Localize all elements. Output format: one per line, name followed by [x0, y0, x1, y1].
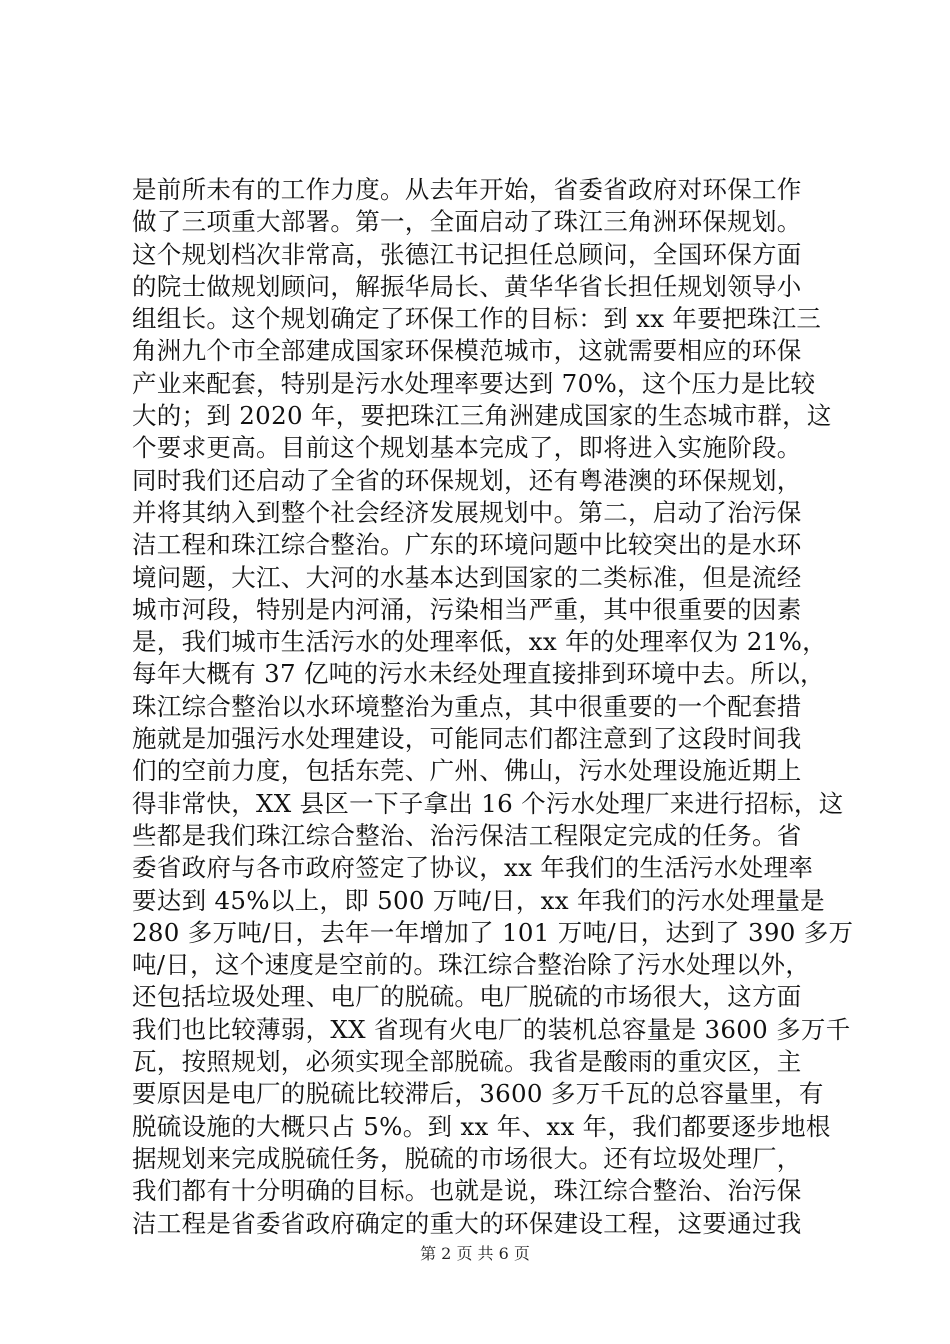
text-line: 角洲九个市全部建成国家环保模范城市，这就需要相应的环保 [132, 336, 802, 366]
text-line: 得非常快，XX 县区一下子拿出 16 个污水处理厂来进行招标，这 [132, 788, 844, 818]
text-line: 做了三项重大部署。第一，全面启动了珠江三角洲环保规划。 [132, 207, 802, 237]
text-line: 产业来配套，特别是污水处理率要达到 70%，这个压力是比较 [132, 368, 816, 398]
text-line: 据规划来完成脱硫任务，脱硫的市场很大。还有垃圾处理厂， [132, 1143, 802, 1173]
text-line: 要原因是电厂的脱硫比较滞后，3600 多万千瓦的总容量里，有 [132, 1079, 824, 1109]
text-line: 是，我们城市生活污水的处理率低，xx 年的处理率仅为 21%， [132, 627, 827, 657]
page-number-footer: 第 2 页 共 6 页 [420, 1244, 530, 1263]
text-line: 珠江综合整治以水环境整治为重点，其中很重要的一个配套措 [132, 691, 802, 721]
text-line: 大的；到 2020 年，要把珠江三角洲建成国家的生态城市群，这 [132, 401, 832, 431]
text-line: 每年大概有 37 亿吨的污水未经处理直接排到环境中去。所以， [132, 659, 825, 689]
text-line: 个要求更高。目前这个规划基本完成了，即将进入实施阶段。 [132, 433, 802, 463]
text-line: 施就是加强污水处理建设，可能同志们都注意到了这段时间我 [132, 724, 802, 754]
text-line: 要达到 45%以上，即 500 万吨/日，xx 年我们的污水处理量是 [132, 885, 825, 915]
text-line: 瓦，按照规划，必须实现全部脱硫。我省是酸雨的重灾区，主 [132, 1047, 802, 1077]
text-line: 还包括垃圾处理、电厂的脱硫。电厂脱硫的市场很大，这方面 [132, 982, 802, 1012]
text-line: 洁工程和珠江综合整治。广东的环境问题中比较突出的是水环 [132, 530, 802, 560]
text-line: 并将其纳入到整个社会经济发展规划中。第二，启动了治污保 [132, 497, 802, 527]
text-line: 洁工程是省委省政府确定的重大的环保建设工程，这要通过我 [132, 1208, 802, 1238]
text-line: 城市河段，特别是内河涌，污染相当严重，其中很重要的因素 [132, 594, 802, 624]
text-line: 的院士做规划顾问，解振华局长、黄华华省长担任规划领导小 [132, 271, 802, 301]
text-line: 这个规划档次非常高，张德江书记担任总顾问，全国环保方面 [132, 239, 802, 269]
text-line: 境问题，大江、大河的水基本达到国家的二类标准，但是流经 [132, 562, 802, 592]
text-line: 是前所未有的工作力度。从去年开始，省委省政府对环保工作 [132, 175, 802, 204]
text-line: 吨/日，这个速度是空前的。珠江综合整治除了污水处理以外， [132, 950, 811, 980]
text-line: 们的空前力度，包括东莞、广州、佛山，污水处理设施近期上 [132, 756, 802, 786]
text-line: 我们都有十分明确的目标。也就是说，珠江综合整治、治污保 [132, 1176, 802, 1206]
text-line: 同时我们还启动了全省的环保规划，还有粤港澳的环保规划， [132, 465, 802, 495]
text-line: 脱硫设施的大概只占 5%。到 xx 年、xx 年，我们都要逐步地根 [132, 1111, 831, 1141]
text-line: 委省政府与各市政府签定了协议，xx 年我们的生活污水处理率 [132, 853, 814, 883]
text-line: 些都是我们珠江综合整治、治污保洁工程限定完成的任务。省 [132, 820, 802, 850]
text-line: 组组长。这个规划确定了环保工作的目标：到 xx 年要把珠江三 [132, 304, 822, 334]
body-paragraph [132, 174, 854, 1240]
text-line: 280 多万吨/日，去年一年增加了 101 万吨/日，达到了 390 多万 [132, 917, 854, 947]
text-line: 我们也比较薄弱，XX 省现有火电厂的装机总容量是 3600 多万千 [132, 1014, 851, 1044]
